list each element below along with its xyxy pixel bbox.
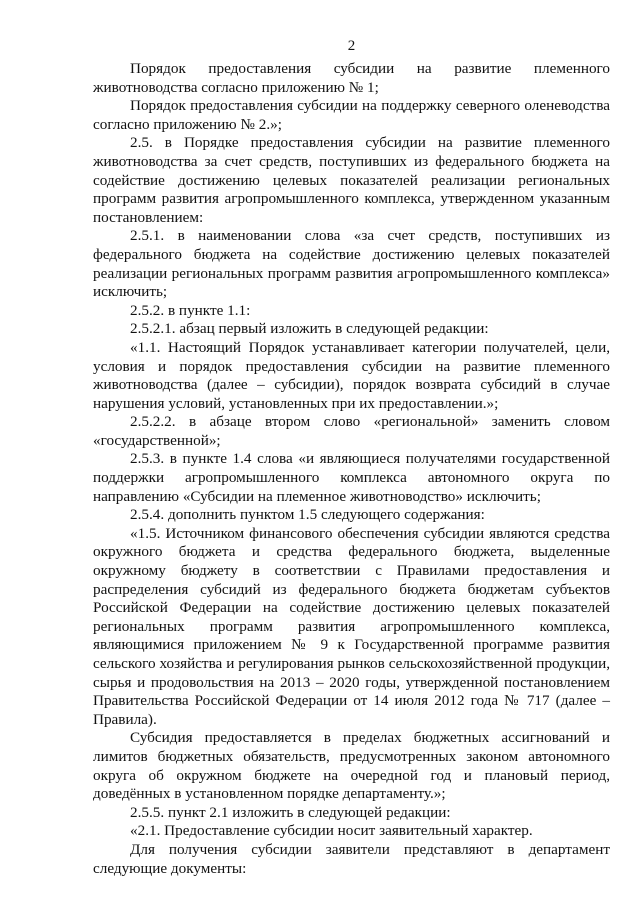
page-number: 2 [347, 38, 356, 54]
paragraph-13: 2.5.5. пункт 2.1 изложить в следующей редакции: [130, 803, 451, 821]
paragraph-7: «1.1. Настоящий Порядок устанавливает категории получателей, цели, условия и порядок предоставления субсидии на развитие племенного животноводства (далее – субсидии), порядок возврата субсидий в случае нарушения условий, установленных при их предоставлении.»; [93, 338, 610, 412]
paragraph-6: 2.5.2.1. абзац первый изложить в следующей редакции: [130, 320, 489, 338]
paragraph-4: 2.5.1. в наименовании слова «за счет средств, поступивших из федерального бюджета на содействие достижению целевых показателей реализации региональных программ развития агропромышленного комплекса» исключить; [93, 227, 610, 301]
document-page [93, 36, 610, 878]
paragraph-2: Порядок предоставления субсидии на поддержку северного оленеводства согласно приложению № 2.»; [93, 97, 610, 133]
paragraph-12: Субсидия предоставляется в пределах бюджетных ассигнований и лимитов бюджетных обязательств, предусмотренных законом автономного округа об окружном бюджете на очередной год и плановый период, доведённых в установленном порядке департаменту.»; [93, 729, 610, 803]
paragraph-5: 2.5.2. в пункте 1.1: [130, 301, 251, 319]
paragraph-1: Порядок предоставления субсидии на развитие племенного животноводства согласно приложению № 1; [93, 60, 610, 96]
paragraph-10: 2.5.4. дополнить пунктом 1.5 следующего содержания: [130, 506, 485, 524]
paragraph-15: Для получения субсидии заявители представляют в департамент следующие документы: [93, 840, 610, 877]
paragraph-8: 2.5.2.2. в абзаце втором слово «региональной» заменить словом «государственной»; [93, 413, 610, 449]
paragraph-3: 2.5. в Порядке предоставления субсидии на развитие племенного животноводства за счет средств, поступивших из федерального бюджета на содействие достижению целевых показателей реализации региональных программ развития агропромышленного комплекса, утвержденном указанным постановлением: [93, 134, 610, 226]
paragraph-11: «1.5. Источником финансового обеспечения субсидии являются средства окружного бюджета и средства федерального бюджета, выделенные окружному бюджету в соответствии с Правилами предоставления и распределения субсидий из федерального бюджета бюджетам субъектов Российской Федерации на содействие достижению целевых показателей региональных программ развития агропромышленного комплекса, являющимися приложением № 9 к Государственной программе развития сельского хозяйства и регулирования рынков сельскохозяйственной продукции, сырья и продовольствия на 2013 – 2020 годы, утвержденной постановлением Правительства Российской Федерации от 14 июля 2012 года № 717 (далее – Правила). [93, 524, 610, 728]
paragraph-14: «2.1. Предоставление субсидии носит заявительный характер. [130, 822, 533, 840]
paragraph-9: 2.5.3. в пункте 1.4 слова «и являющиеся получателями государственной поддержки агропромышленного комплекса автономного округа по направлению «Субсидии на племенное животноводство» исключить; [93, 450, 610, 505]
